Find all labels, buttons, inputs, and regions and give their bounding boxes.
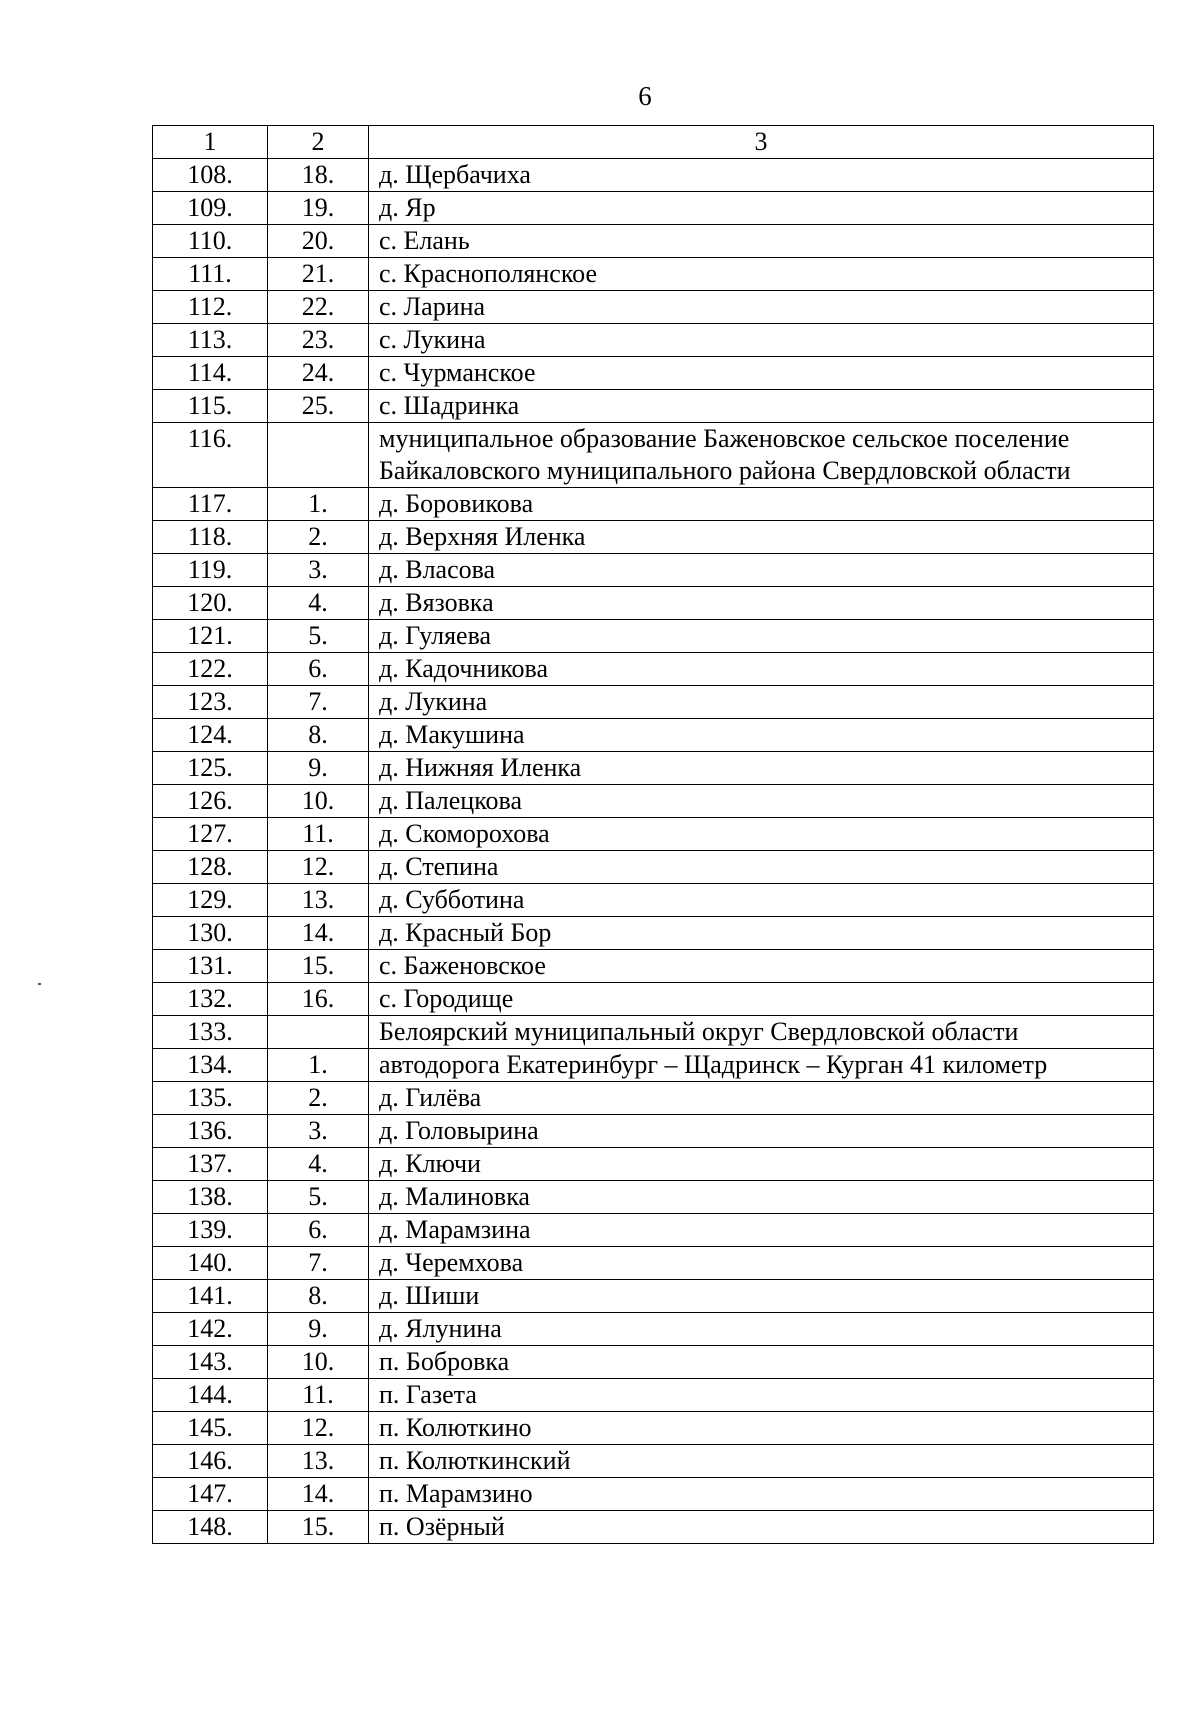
sub-number-cell: 6. [268,1214,369,1247]
table-row [153,423,1154,488]
sub-number-cell [268,1016,369,1049]
row-number-cell: 120. [153,587,268,620]
settlement-name-cell: с. Ларина [369,291,1154,324]
settlement-name-cell: Белоярский муниципальный округ Свердловской области [369,1016,1154,1049]
table-row [153,1280,1154,1313]
row-number-cell: 114. [153,357,268,390]
table-row [153,225,1154,258]
table-body [153,126,1154,1544]
settlement-name-cell: д. Макушина [369,719,1154,752]
row-number-cell: 130. [153,917,268,950]
sub-number-cell: 13. [268,1445,369,1478]
sub-number-cell: 21. [268,258,369,291]
row-number-cell: 137. [153,1148,268,1181]
table-row [153,686,1154,719]
sub-number-cell: 4. [268,1148,369,1181]
table-row [153,1016,1154,1049]
sub-number-cell: 3. [268,554,369,587]
row-number-cell: 117. [153,488,268,521]
row-number-cell: 113. [153,324,268,357]
settlement-name-cell: с. Чурманское [369,357,1154,390]
table-row [153,324,1154,357]
sub-number-cell: 6. [268,653,369,686]
settlement-name-cell: д. Лукина [369,686,1154,719]
sub-number-cell: 7. [268,686,369,719]
row-number-cell: 135. [153,1082,268,1115]
table-row [153,1115,1154,1148]
row-number-cell: 138. [153,1181,268,1214]
row-number-cell: 147. [153,1478,268,1511]
settlement-name-cell: с. Шадринка [369,390,1154,423]
settlement-name-cell: д. Яр [369,192,1154,225]
settlement-name-cell: д. Черемхова [369,1247,1154,1280]
table-row [153,587,1154,620]
sub-number-cell: 16. [268,983,369,1016]
column-header-1: 1 [153,126,268,159]
row-number-cell: 134. [153,1049,268,1082]
sub-number-cell: 5. [268,620,369,653]
column-header-2: 2 [268,126,369,159]
row-number-cell: 125. [153,752,268,785]
table-row [153,390,1154,423]
settlement-name-cell: д. Власова [369,554,1154,587]
settlement-name-cell: п. Колюткинский [369,1445,1154,1478]
settlement-name-cell: с. Баженовское [369,950,1154,983]
settlement-name-cell: д. Скоморохова [369,818,1154,851]
table-row [153,1247,1154,1280]
settlement-name-cell: д. Гилёва [369,1082,1154,1115]
settlement-name-cell: д. Степина [369,851,1154,884]
row-number-cell: 143. [153,1346,268,1379]
settlement-name-cell: д. Гуляева [369,620,1154,653]
sub-number-cell: 3. [268,1115,369,1148]
table-row [153,1181,1154,1214]
settlement-name-cell: п. Колюткино [369,1412,1154,1445]
sub-number-cell: 11. [268,1379,369,1412]
settlement-name-cell: с. Елань [369,225,1154,258]
table-row [153,554,1154,587]
table-row [153,1313,1154,1346]
sub-number-cell: 8. [268,1280,369,1313]
table-row [153,620,1154,653]
row-number-cell: 132. [153,983,268,1016]
settlement-name-cell: д. Малиновка [369,1181,1154,1214]
row-number-cell: 145. [153,1412,268,1445]
sub-number-cell: 23. [268,324,369,357]
sub-number-cell: 14. [268,1478,369,1511]
table-row [153,1511,1154,1544]
row-number-cell: 133. [153,1016,268,1049]
page-number: 6 [638,81,652,111]
sub-number-cell: 20. [268,225,369,258]
row-number-cell: 139. [153,1214,268,1247]
sub-number-cell: 15. [268,1511,369,1544]
sub-number-cell: 15. [268,950,369,983]
row-number-cell: 111. [153,258,268,291]
table-row [153,785,1154,818]
settlement-name-cell: д. Ключи [369,1148,1154,1181]
settlement-name-cell: д. Нижняя Иленка [369,752,1154,785]
settlement-name-cell: п. Бобровка [369,1346,1154,1379]
settlement-name-cell: д. Шиши [369,1280,1154,1313]
table-row [153,983,1154,1016]
sub-number-cell: 2. [268,521,369,554]
settlement-name-cell: д. Головырина [369,1115,1154,1148]
sub-number-cell: 10. [268,785,369,818]
table-header-row [153,126,1154,159]
row-number-cell: 115. [153,390,268,423]
settlement-name-cell: д. Ялунина [369,1313,1154,1346]
table-row [153,719,1154,752]
sub-number-cell: 22. [268,291,369,324]
sub-number-cell: 19. [268,192,369,225]
table-row [153,488,1154,521]
settlements-table-container [152,125,1153,1544]
sub-number-cell: 10. [268,1346,369,1379]
table-row [153,1445,1154,1478]
row-number-cell: 116. [153,423,268,488]
settlement-name-cell: д. Щербачиха [369,159,1154,192]
row-number-cell: 123. [153,686,268,719]
settlement-name-cell: д. Субботина [369,884,1154,917]
row-number-cell: 144. [153,1379,268,1412]
row-number-cell: 129. [153,884,268,917]
sub-number-cell: 12. [268,1412,369,1445]
sub-number-cell: 12. [268,851,369,884]
row-number-cell: 141. [153,1280,268,1313]
table-row [153,159,1154,192]
settlement-name-cell: с. Городище [369,983,1154,1016]
table-row [153,1346,1154,1379]
sub-number-cell [268,423,369,488]
row-number-cell: 118. [153,521,268,554]
row-number-cell: 109. [153,192,268,225]
table-row [153,950,1154,983]
table-row [153,192,1154,225]
sub-number-cell: 14. [268,917,369,950]
sub-number-cell: 9. [268,1313,369,1346]
settlement-name-cell: д. Палецкова [369,785,1154,818]
row-number-cell: 127. [153,818,268,851]
row-number-cell: 131. [153,950,268,983]
row-number-cell: 128. [153,851,268,884]
settlement-name-cell: с. Краснополянское [369,258,1154,291]
sub-number-cell: 1. [268,1049,369,1082]
settlement-name-cell: д. Боровикова [369,488,1154,521]
row-number-cell: 126. [153,785,268,818]
table-row [153,851,1154,884]
table-row [153,258,1154,291]
row-number-cell: 146. [153,1445,268,1478]
settlement-name-cell: муниципальное образование Баженовское сельское поселение Байкаловского муниципального района Свердловской области [369,423,1154,488]
row-number-cell: 108. [153,159,268,192]
sub-number-cell: 25. [268,390,369,423]
table-row [153,357,1154,390]
settlement-name-cell: д. Марамзина [369,1214,1154,1247]
sub-number-cell: 18. [268,159,369,192]
scan-speck [38,983,41,985]
settlements-table [152,125,1154,1544]
table-row [153,1148,1154,1181]
table-row [153,818,1154,851]
sub-number-cell: 24. [268,357,369,390]
sub-number-cell: 7. [268,1247,369,1280]
sub-number-cell: 4. [268,587,369,620]
table-row [153,653,1154,686]
row-number-cell: 112. [153,291,268,324]
table-row [153,884,1154,917]
settlement-name-cell: п. Марамзино [369,1478,1154,1511]
sub-number-cell: 9. [268,752,369,785]
sub-number-cell: 2. [268,1082,369,1115]
row-number-cell: 121. [153,620,268,653]
sub-number-cell: 13. [268,884,369,917]
sub-number-cell: 11. [268,818,369,851]
column-header-3: 3 [369,126,1154,159]
table-row [153,1478,1154,1511]
sub-number-cell: 5. [268,1181,369,1214]
settlement-name-cell: д. Вязовка [369,587,1154,620]
row-number-cell: 140. [153,1247,268,1280]
settlement-name-cell: д. Кадочникова [369,653,1154,686]
row-number-cell: 136. [153,1115,268,1148]
table-row [153,1379,1154,1412]
settlement-name-cell: д. Верхняя Иленка [369,521,1154,554]
row-number-cell: 110. [153,225,268,258]
settlement-name-cell: автодорога Екатеринбург – Щадринск – Курган 41 километр [369,1049,1154,1082]
row-number-cell: 142. [153,1313,268,1346]
row-number-cell: 148. [153,1511,268,1544]
table-row [153,1049,1154,1082]
row-number-cell: 124. [153,719,268,752]
table-row [153,1214,1154,1247]
table-row [153,1412,1154,1445]
table-row [153,752,1154,785]
sub-number-cell: 8. [268,719,369,752]
settlement-name-cell: п. Озёрный [369,1511,1154,1544]
table-row [153,1082,1154,1115]
settlement-name-cell: д. Красный Бор [369,917,1154,950]
row-number-cell: 119. [153,554,268,587]
row-number-cell: 122. [153,653,268,686]
table-row [153,917,1154,950]
settlement-name-cell: с. Лукина [369,324,1154,357]
settlement-name-cell: п. Газета [369,1379,1154,1412]
sub-number-cell: 1. [268,488,369,521]
table-row [153,521,1154,554]
table-row [153,291,1154,324]
